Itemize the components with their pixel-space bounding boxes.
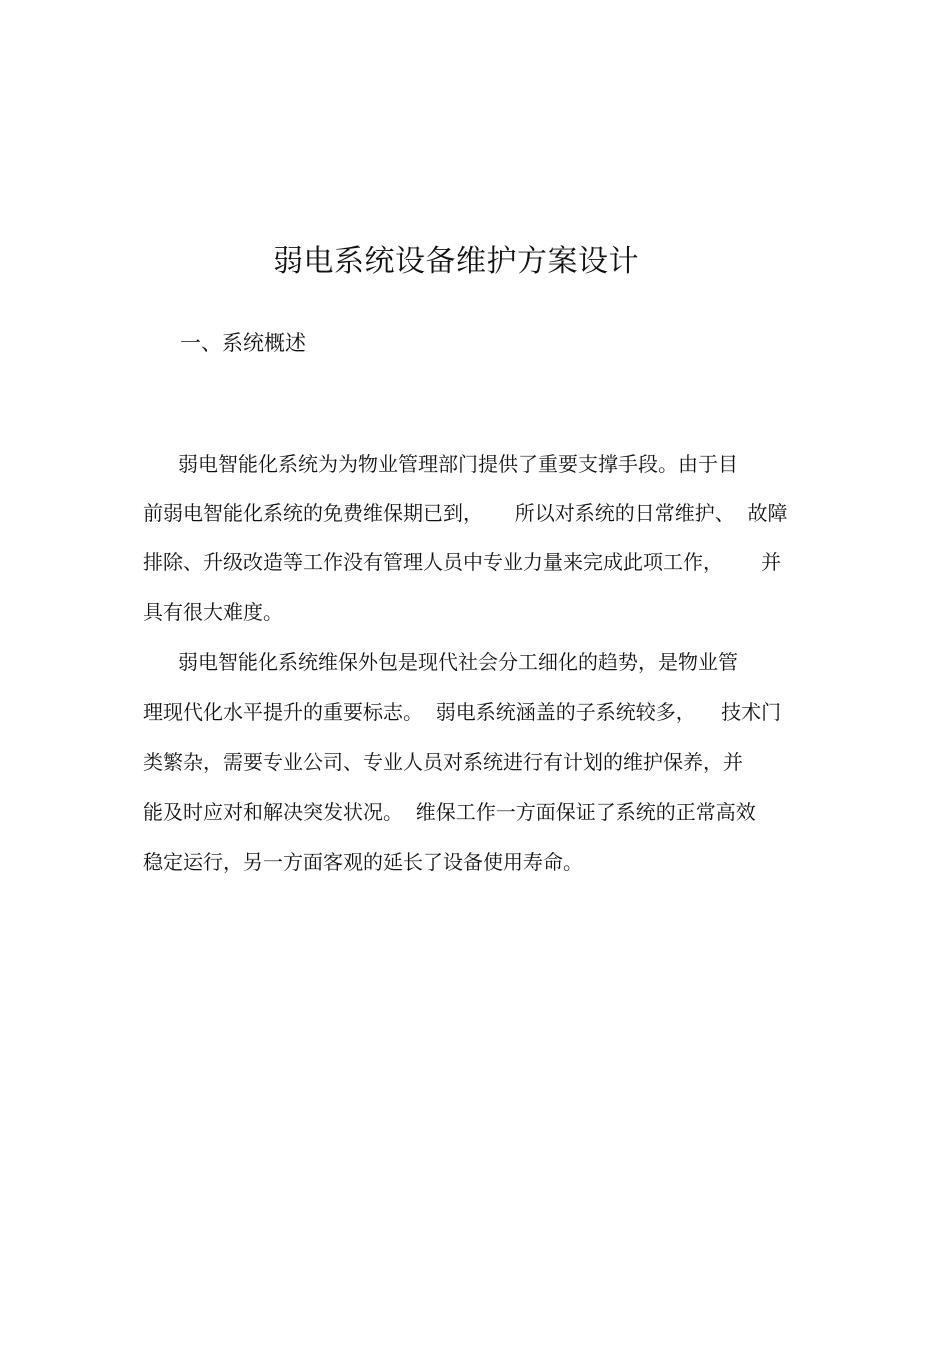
paragraph-2-line-1: 弱电智能化系统维保外包是现代社会分工细化的趋势，是物业管 <box>178 650 738 674</box>
paragraph-1-line-2: 前弱电智能化系统的免费维保期已到， 所以对系统的日常维护、 故障 <box>143 501 788 525</box>
paragraph-1-line-1: 弱电智能化系统为为物业管理部门提供了重要支撑手段。由于目 <box>178 452 738 476</box>
paragraph-1-line-4: 具有很大难度。 <box>143 600 283 624</box>
section-heading-overview: 一、系统概述 <box>180 331 306 355</box>
paragraph-2-line-5: 稳定运行，另一方面客观的延长了设备使用寿命。 <box>143 850 583 874</box>
paragraph-2-line-2: 理现代化水平提升的重要标志。 弱电系统涵盖的子系统较多， 技术门 <box>143 700 782 724</box>
document-title: 弱电系统设备维护方案设计 <box>273 244 639 279</box>
paragraph-2-line-4: 能及时应对和解决突发状况。 维保工作一方面保证了系统的正常高效 <box>143 800 756 824</box>
paragraph-1-line-3: 排除、升级改造等工作没有管理人员中专业力量来完成此项工作， 并 <box>143 550 782 574</box>
paragraph-2-line-3: 类繁杂，需要专业公司、专业人员对系统进行有计划的维护保养，并 <box>143 750 743 774</box>
